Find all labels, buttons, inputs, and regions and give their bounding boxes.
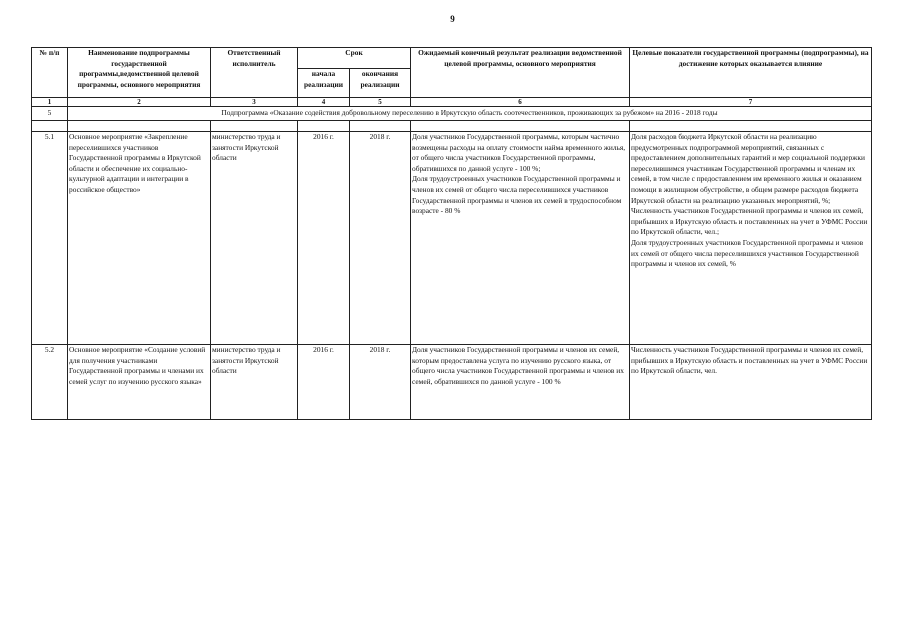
row-num: 5.2 bbox=[32, 345, 68, 420]
table-row bbox=[32, 132, 872, 345]
column-numbers-row bbox=[32, 98, 872, 107]
column-number: 5 bbox=[350, 98, 411, 107]
header-indicators: Целевые показатели государственной программы (подпрограммы), на достижение которых оказывается влияние bbox=[630, 48, 872, 98]
column-number: 1 bbox=[32, 98, 68, 107]
page-number: 9 bbox=[450, 14, 455, 24]
row-indicators: Доля расходов бюджета Иркутской области на реализацию предусмотренных подпрограммой мероприятий, связанных с предоставлением дополнительных гарантий и мер социальной поддержки переселившимся участникам Государственной программы и членам их семей, в том числе с предоставлением им временного жилья и оказанием помощи в жилищном обустройстве, в общем размере расходов бюджета Иркутской области на реализацию указанных мероприятий, %; Численность участников Государственной программы и членов их семей, прибывших в Иркутскую область и поставленных на учет в УФМС России по Иркутской области, чел.; Доля трудоустроенных участников Государственной программы и членов их семей от общего числа переселившихся участников Государственной программы и членов их семей, % bbox=[630, 132, 872, 345]
row-num: 5.1 bbox=[32, 132, 68, 345]
program-table bbox=[31, 47, 872, 420]
header-term-end: окончания реализации bbox=[350, 69, 411, 98]
header-term: Срок bbox=[298, 48, 411, 69]
row-result: Доля участников Государственной программы, которым частично возмещены расходы на оплату стоимости найма временного жилья, от общего числа участников Государственной программы, обратившихся по данной услуге - 100 %; Доля трудоустроенных участников Государственной программы и членов их семей от общего числа переселившихся участников Государственной программы и членов их семей в трудоспособном возрасте - 80 % bbox=[411, 132, 630, 345]
table-row bbox=[32, 345, 872, 420]
row-indicators: Численность участников Государственной программы и членов их семей, прибывших в Иркутскую область и поставленных на учет в УФМС России по Иркутской области, чел. bbox=[630, 345, 872, 420]
section-row bbox=[32, 107, 872, 121]
row-end: 2018 г. bbox=[350, 132, 411, 345]
column-number: 4 bbox=[298, 98, 350, 107]
row-responsible: министерство труда и занятости Иркутской области bbox=[211, 345, 298, 420]
column-number: 2 bbox=[68, 98, 211, 107]
column-number: 7 bbox=[630, 98, 872, 107]
column-number: 6 bbox=[411, 98, 630, 107]
header-responsible: Ответственный исполнитель bbox=[211, 48, 298, 98]
spacer-row bbox=[32, 121, 872, 132]
header-name: Наименование подпрограммы государственной программы,ведомственной целевой программы, основного мероприятия bbox=[68, 48, 211, 98]
header-row bbox=[32, 48, 872, 69]
row-end: 2018 г. bbox=[350, 345, 411, 420]
section-num: 5 bbox=[32, 107, 68, 121]
header-term-start: начала реализации bbox=[298, 69, 350, 98]
header-num: № п/п bbox=[32, 48, 68, 98]
row-start: 2016 г. bbox=[298, 345, 350, 420]
section-title: Подпрограмма «Оказание содействия добровольному переселению в Иркутскую область соотечественников, проживающих за рубежом» на 2016 - 2018 годы bbox=[68, 107, 872, 121]
column-number: 3 bbox=[211, 98, 298, 107]
row-name: Основное мероприятие «Создание условий для получения участниками Государственной программы и членами их семей услуг по изучению русского языка» bbox=[68, 345, 211, 420]
row-responsible: министерство труда и занятости Иркутской области bbox=[211, 132, 298, 345]
header-result: Ожидаемый конечный результат реализации ведомственной целевой программы, основного мероприятия bbox=[411, 48, 630, 98]
row-result: Доля участников Государственной программы и членов их семей, которым предоставлена услуга по изучению русского языка, от общего числа участников Государственной программы и членов их семей, обратившихся по данной услуге - 100 % bbox=[411, 345, 630, 420]
row-start: 2016 г. bbox=[298, 132, 350, 345]
row-name: Основное мероприятие «Закрепление переселившихся участников Государственной программы в Иркутской области и обеспечение их социально-культурной адаптации и интеграции в российское общество» bbox=[68, 132, 211, 345]
